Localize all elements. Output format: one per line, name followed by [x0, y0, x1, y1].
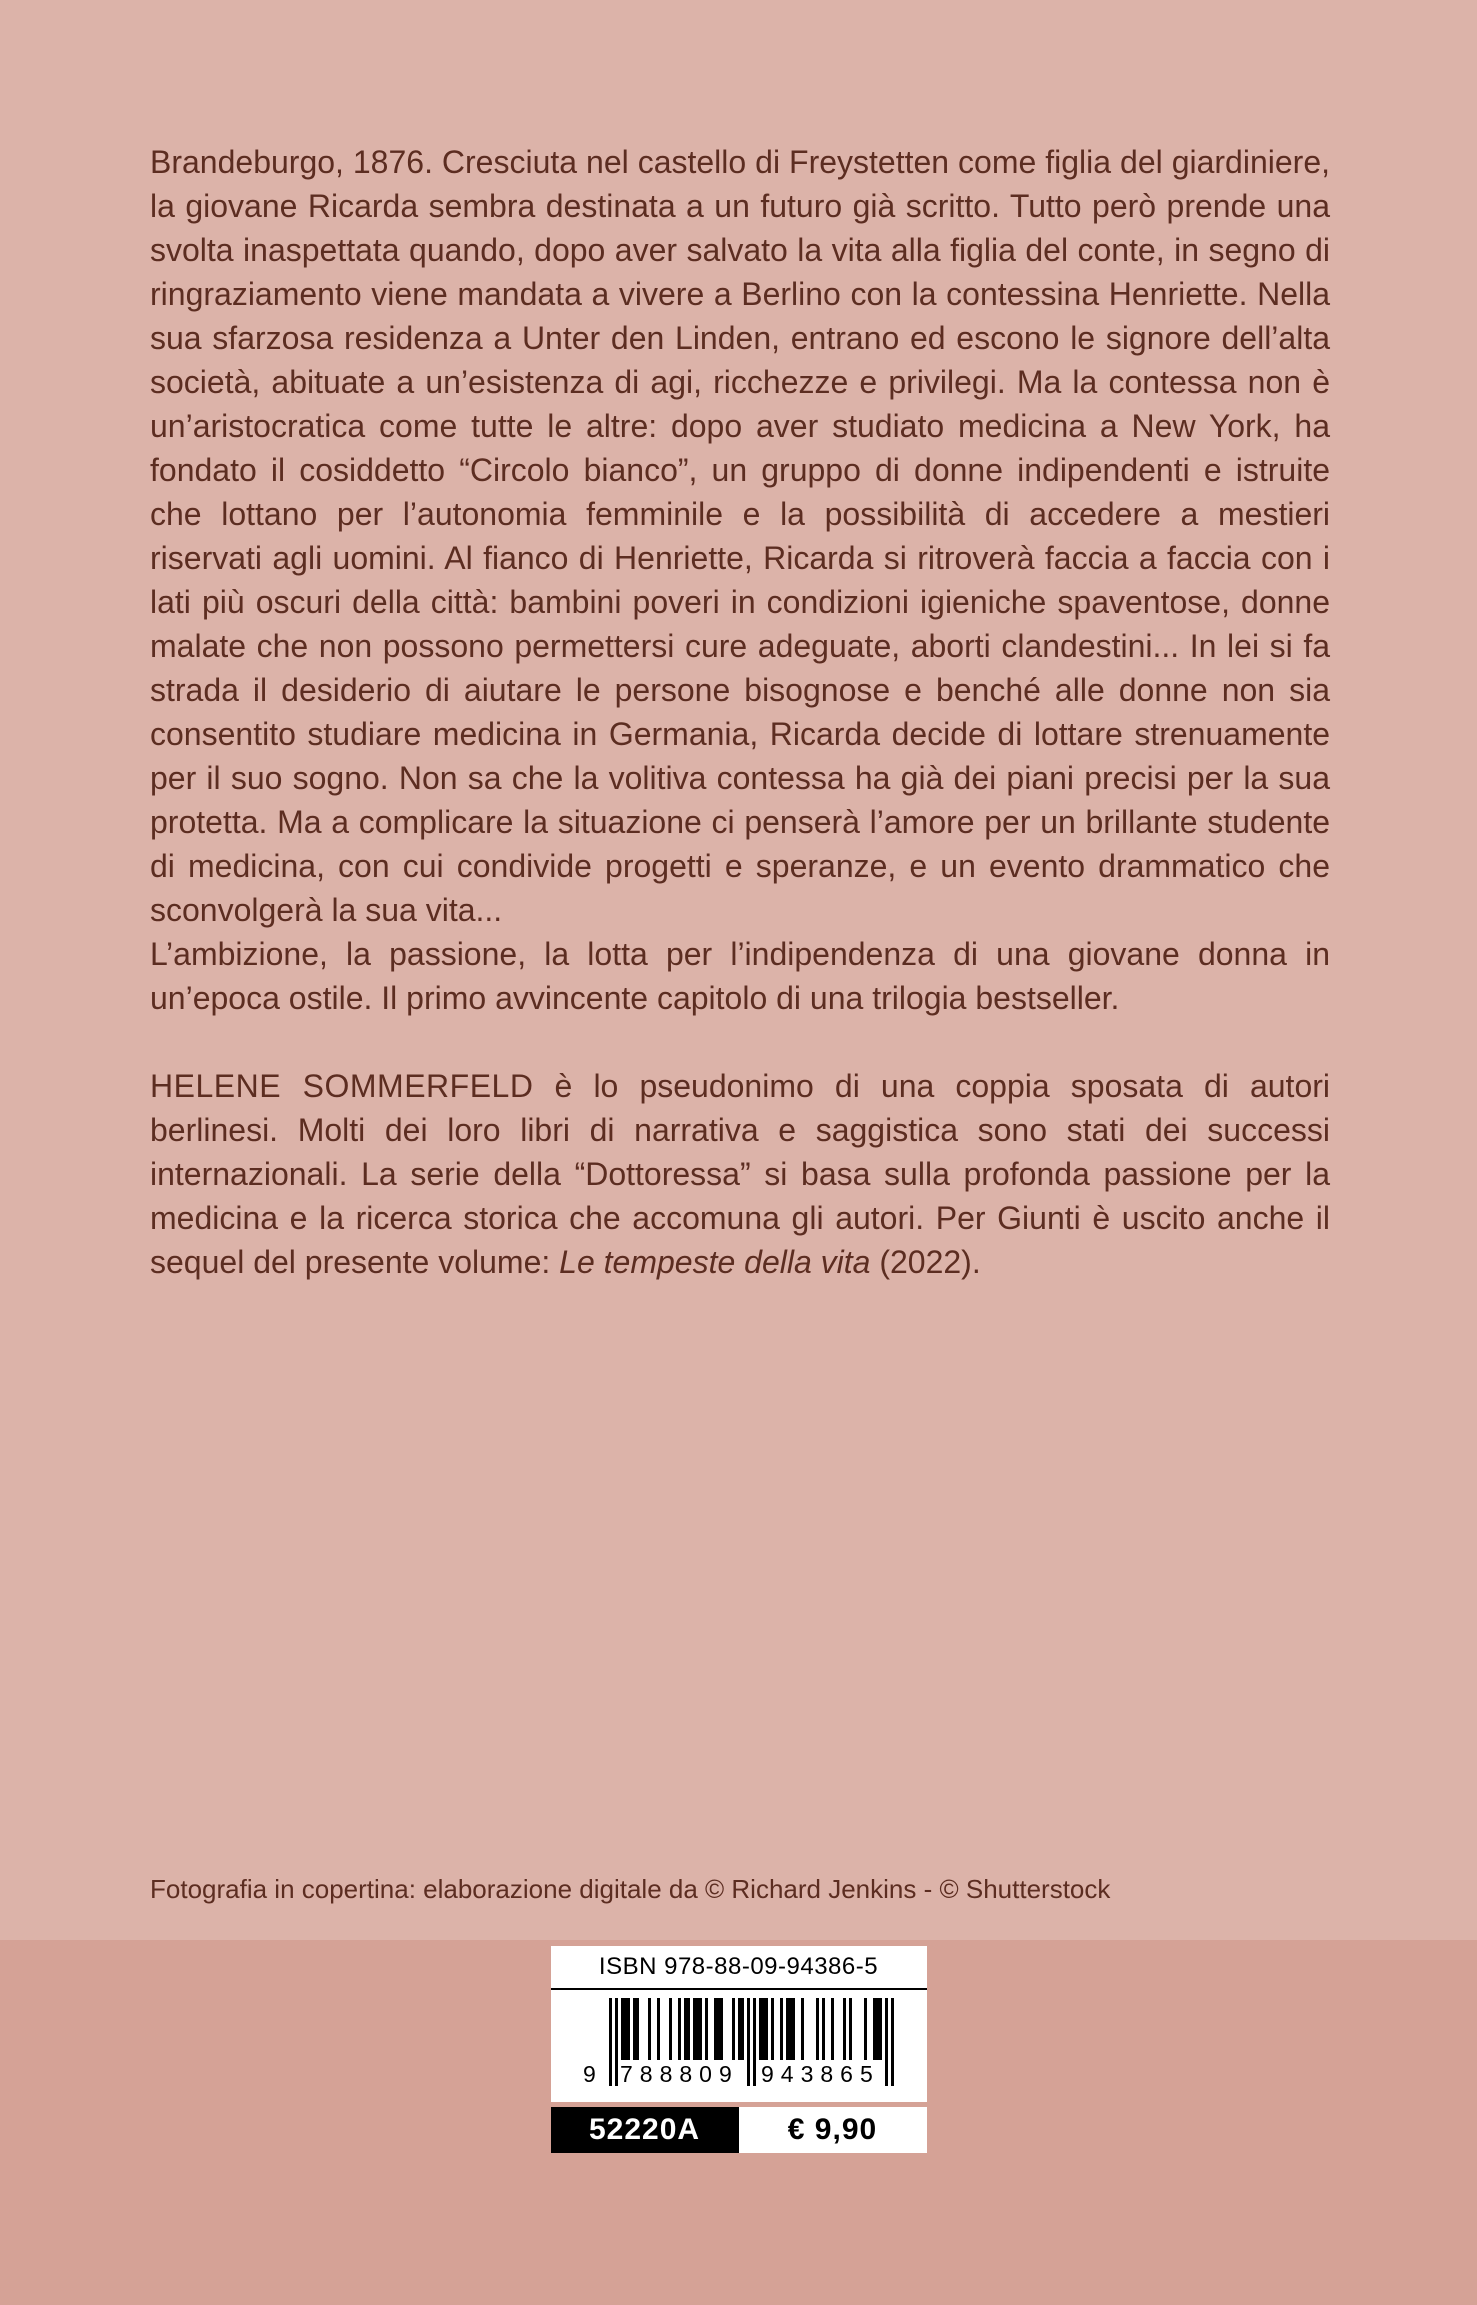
synopsis-block	[150, 140, 1330, 1284]
barcode	[583, 1998, 894, 2092]
price-row	[551, 2107, 927, 2153]
author-bio-text: è lo pseudonimo di una coppia sposata di autori berlinesi. Molti dei loro libri di narrativa e saggistica sono stati dei successi internazionali. La serie della “Dottoressa” si basa sulla profonda passione per la medicina e la ricerca storica che accomuna gli autori. Per Giunti è uscito anche il sequel del presente volume:	[150, 1068, 1331, 1280]
author-bio-end: (2022).	[870, 1244, 981, 1280]
barcode-digits-left: 788809	[620, 2061, 739, 2087]
isbn-block	[551, 1946, 927, 2153]
tagline-paragraph: L’ambizione, la passione, la lotta per l’indipendenza di una giovane donna in un’epoca ostile. Il primo avvincente capitolo di una trilogia bestseller.	[150, 936, 1330, 1016]
author-bio	[150, 1064, 1330, 1284]
author-name: HELENE SOMMERFELD	[150, 1068, 534, 1104]
isbn-label: ISBN 978-88-09-94386-5	[551, 1952, 927, 1990]
barcode-digits-right: 943865	[761, 2061, 880, 2087]
isbn-box	[551, 1946, 927, 2102]
barcode-digit-first: 9	[583, 2061, 596, 2087]
price: € 9,90	[739, 2107, 927, 2153]
publisher-code: 52220A	[551, 2107, 739, 2153]
synopsis-paragraph: Brandeburgo, 1876. Cresciuta nel castello di Freystetten come figlia del giardiniere, la giovane Ricarda sembra destinata a un futuro già scritto. Tutto però prende una svolta inaspettata quando, dopo aver salvato la vita alla figlia del conte, in segno di ringraziamento viene mandata a vivere a Berlino con la contessina Henriette. Nella sua sfarzosa residenza a Unter den Linden, entrano ed escono le signore dell’alta società, abituate a un’esistenza di agi, ricchezze e privilegi. Ma la contessa non è un’aristocratica come tutte le altre: dopo aver studiato medicina a New York, ha fondato il cosiddetto “Circolo bianco”, un gruppo di donne indipendenti e istruite che lottano per l’autonomia femminile e la possibilità di accedere a mestieri riservati agli uomini. Al fianco di Henriette, Ricarda si ritroverà faccia a faccia con i lati più oscuri della città: bambini poveri in condizioni igieniche spaventose, donne malate che non possono permettersi cure adeguate, aborti clandestini... In lei si fa strada il desiderio di aiutare le persone bisognose e benché alle donne non sia consentito studiare medicina in Germania, Ricarda decide di lottare strenuamente per il suo sogno. Non sa che la volitiva contessa ha già dei piani precisi per la sua protetta. Ma a complicare la situazione ci penserà l’amore per un brillante studente di medicina, con cui condivide progetti e speranze, e un evento drammatico che sconvolgerà la sua vita...	[150, 144, 1330, 928]
photo-credit: Fotografia in copertina: elaborazione digitale da © Richard Jenkins - © Shutterstock	[150, 1874, 1111, 1904]
sequel-title: Le tempeste della vita	[559, 1244, 871, 1280]
